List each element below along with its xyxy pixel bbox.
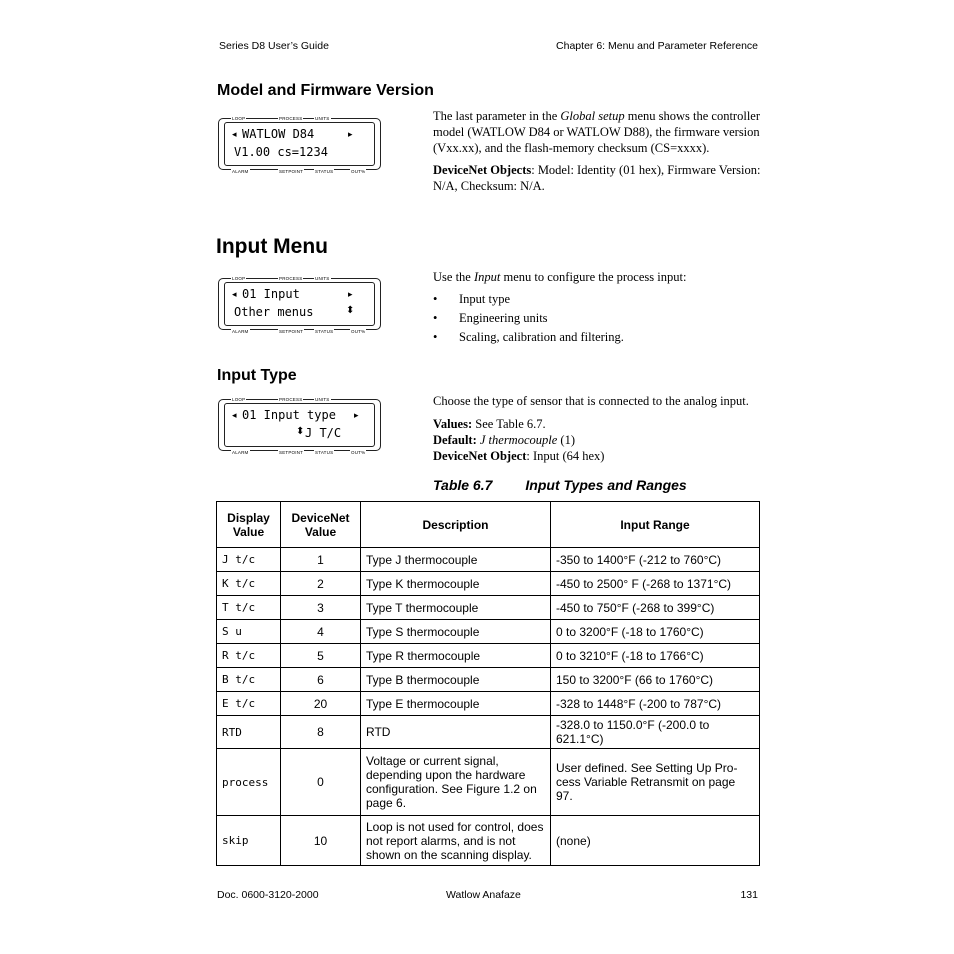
cell-description: Type T thermocouple — [361, 596, 551, 620]
cell-description: Loop is not used for control, does not report alarms, and is not shown on the scanning display. — [361, 816, 551, 866]
cell-description: Type J thermocouple — [361, 548, 551, 572]
cell-description: Type R thermocouple — [361, 644, 551, 668]
page-number: 131 — [740, 889, 758, 901]
cell-devicenet-value: 8 — [281, 716, 361, 749]
cell-display-value: S u — [217, 620, 281, 644]
cell-display-value: T t/c — [217, 596, 281, 620]
cell-input-range: -328.0 to 1150.0°F (-200.0 to 621.1°C) — [551, 716, 760, 749]
cell-devicenet-value: 2 — [281, 572, 361, 596]
cell-display-value: R t/c — [217, 644, 281, 668]
input-menu-bullets — [433, 291, 761, 345]
right-arrow-icon: ▸ — [348, 289, 353, 299]
devicenet-object-line: DeviceNet Object: Input (64 hex) — [433, 449, 605, 463]
cell-input-range: 150 to 3200°F (66 to 1760°C) — [551, 668, 760, 692]
model-firmware-paragraph: The last parameter in the Global setup menu shows the controller model (WATLOW D84 or WATLOW D88), the firmware version (Vxx.xx), and the flash-memory checksum (CS=xxxx). — [433, 109, 760, 155]
lcd-label-setpoint: SETPOINT — [279, 329, 304, 334]
lcd-label-process: PROCESS — [279, 116, 303, 121]
cell-description: Type E thermocouple — [361, 692, 551, 716]
cell-input-range: -450 to 2500° F (-268 to 1371°C) — [551, 572, 760, 596]
cell-description: Type K thermocouple — [361, 572, 551, 596]
lcd-line-1: WATLOW D84 — [242, 127, 315, 141]
lcd-label-loop: LOOP — [232, 276, 246, 281]
table-caption — [433, 477, 687, 493]
lcd-label-process: PROCESS — [279, 276, 303, 281]
table-row — [217, 749, 760, 816]
footer-left: Doc. 0600-3120-2000 — [217, 889, 319, 901]
left-arrow-icon: ◂ — [232, 129, 237, 139]
cell-description: Type B thermocouple — [361, 668, 551, 692]
lcd-label-alarm: ALARM — [232, 329, 249, 334]
table-caption-number: Table 6.7 — [433, 477, 493, 493]
cell-input-range: User defined. See Setting Up Process Variable Retransmit on page 97. — [551, 749, 760, 816]
input-menu-text — [433, 269, 761, 348]
lcd-label-setpoint: SETPOINT — [279, 169, 304, 174]
table-row — [217, 548, 760, 572]
cell-input-range: -328 to 1448°F (-200 to 787°C) — [551, 692, 760, 716]
cell-devicenet-value: 10 — [281, 816, 361, 866]
model-firmware-text — [433, 108, 761, 200]
lcd-label-units: UNITS — [315, 397, 330, 402]
list-item: • Input type — [433, 291, 761, 307]
list-item: • Scaling, calibration and filtering. — [433, 329, 761, 345]
table-row — [217, 816, 760, 866]
lcd-label-alarm: ALARM — [232, 450, 249, 455]
lcd-display-input-type — [218, 395, 381, 455]
cell-input-range: (none) — [551, 816, 760, 866]
cell-display-value: RTD — [217, 716, 281, 749]
lcd-line-2: V1.00 cs=1234 — [234, 145, 328, 159]
default-line: Default: J thermocouple (1) — [433, 433, 575, 447]
cell-display-value: K t/c — [217, 572, 281, 596]
left-arrow-icon: ◂ — [232, 289, 237, 299]
right-arrow-icon: ▸ — [354, 410, 359, 420]
cell-display-value: skip — [217, 816, 281, 866]
cell-display-value: E t/c — [217, 692, 281, 716]
cell-input-range: -450 to 750°F (-268 to 399°C) — [551, 596, 760, 620]
cell-display-value: process — [217, 749, 281, 816]
lcd-label-loop: LOOP — [232, 397, 246, 402]
lcd-label-units: UNITS — [315, 116, 330, 121]
table-header-row — [217, 502, 760, 548]
lcd-display-input-menu — [218, 274, 381, 334]
cell-input-range: 0 to 3210°F (-18 to 1766°C) — [551, 644, 760, 668]
table-row — [217, 668, 760, 692]
section-title-input-menu: Input Menu — [216, 235, 328, 258]
header-display-value: Display Value — [217, 502, 281, 548]
cell-devicenet-value: 5 — [281, 644, 361, 668]
list-item: • Engineering units — [433, 310, 761, 326]
lcd-display-model — [218, 114, 381, 174]
table-caption-title: Input Types and Ranges — [525, 477, 687, 493]
lcd-label-loop: LOOP — [232, 116, 246, 121]
input-menu-intro: Use the Input menu to configure the process input: — [433, 270, 687, 284]
lcd-label-setpoint: SETPOINT — [279, 450, 304, 455]
cell-description: RTD — [361, 716, 551, 749]
header-devicenet-value: DeviceNet Value — [281, 502, 361, 548]
section-title-model-firmware: Model and Firmware Version — [217, 82, 434, 99]
table-row — [217, 692, 760, 716]
lcd-label-status: STATUS — [315, 450, 334, 455]
header-input-range: Input Range — [551, 502, 760, 548]
cell-devicenet-value: 3 — [281, 596, 361, 620]
header-description: Description — [361, 502, 551, 548]
lcd-line-1: 01 Input type — [242, 408, 336, 422]
left-arrow-icon: ◂ — [232, 410, 237, 420]
header-right: Chapter 6: Menu and Parameter Reference — [556, 40, 758, 52]
input-type-paragraph: Choose the type of sensor that is connected to the analog input. — [433, 394, 749, 408]
lcd-label-out: OUT% — [351, 169, 366, 174]
lcd-label-out: OUT% — [351, 329, 366, 334]
lcd-label-status: STATUS — [315, 169, 334, 174]
cell-display-value: J t/c — [217, 548, 281, 572]
table-row — [217, 596, 760, 620]
cell-display-value: B t/c — [217, 668, 281, 692]
table-row — [217, 620, 760, 644]
model-devicenet-paragraph: DeviceNet Objects: Model: Identity (01 hex), Firmware Version: N/A, Checksum: N/A. — [433, 163, 761, 193]
table-row — [217, 716, 760, 749]
lcd-label-out: OUT% — [351, 450, 366, 455]
input-type-text — [433, 393, 763, 464]
lcd-line-2: Other menus — [234, 305, 314, 319]
footer-center: Watlow Anafaze — [446, 889, 521, 901]
table-row — [217, 572, 760, 596]
lcd-line-1: 01 Input — [242, 287, 300, 301]
up-down-arrow-icon: ⬍ — [346, 305, 355, 316]
cell-devicenet-value: 6 — [281, 668, 361, 692]
cell-description: Type S thermocouple — [361, 620, 551, 644]
cell-devicenet-value: 20 — [281, 692, 361, 716]
cell-devicenet-value: 1 — [281, 548, 361, 572]
right-arrow-icon: ▸ — [348, 129, 353, 139]
cell-devicenet-value: 4 — [281, 620, 361, 644]
lcd-label-status: STATUS — [315, 329, 334, 334]
up-down-arrow-icon: ⬍ — [296, 426, 305, 437]
lcd-label-units: UNITS — [315, 276, 330, 281]
lcd-label-alarm: ALARM — [232, 169, 249, 174]
table-row — [217, 644, 760, 668]
lcd-label-process: PROCESS — [279, 397, 303, 402]
values-line: Values: See Table 6.7. — [433, 417, 546, 431]
lcd-line-2: J T/C — [305, 426, 342, 440]
cell-description: Voltage or current signal, depending upon the hardware configuration. See Figure 1.2 on page 6. — [361, 749, 551, 816]
section-title-input-type: Input Type — [217, 367, 297, 384]
cell-input-range: 0 to 3200°F (-18 to 1760°C) — [551, 620, 760, 644]
header-left: Series D8 User’s Guide — [219, 40, 329, 52]
input-types-table — [216, 501, 760, 866]
cell-input-range: -350 to 1400°F (-212 to 760°C) — [551, 548, 760, 572]
cell-devicenet-value: 0 — [281, 749, 361, 816]
